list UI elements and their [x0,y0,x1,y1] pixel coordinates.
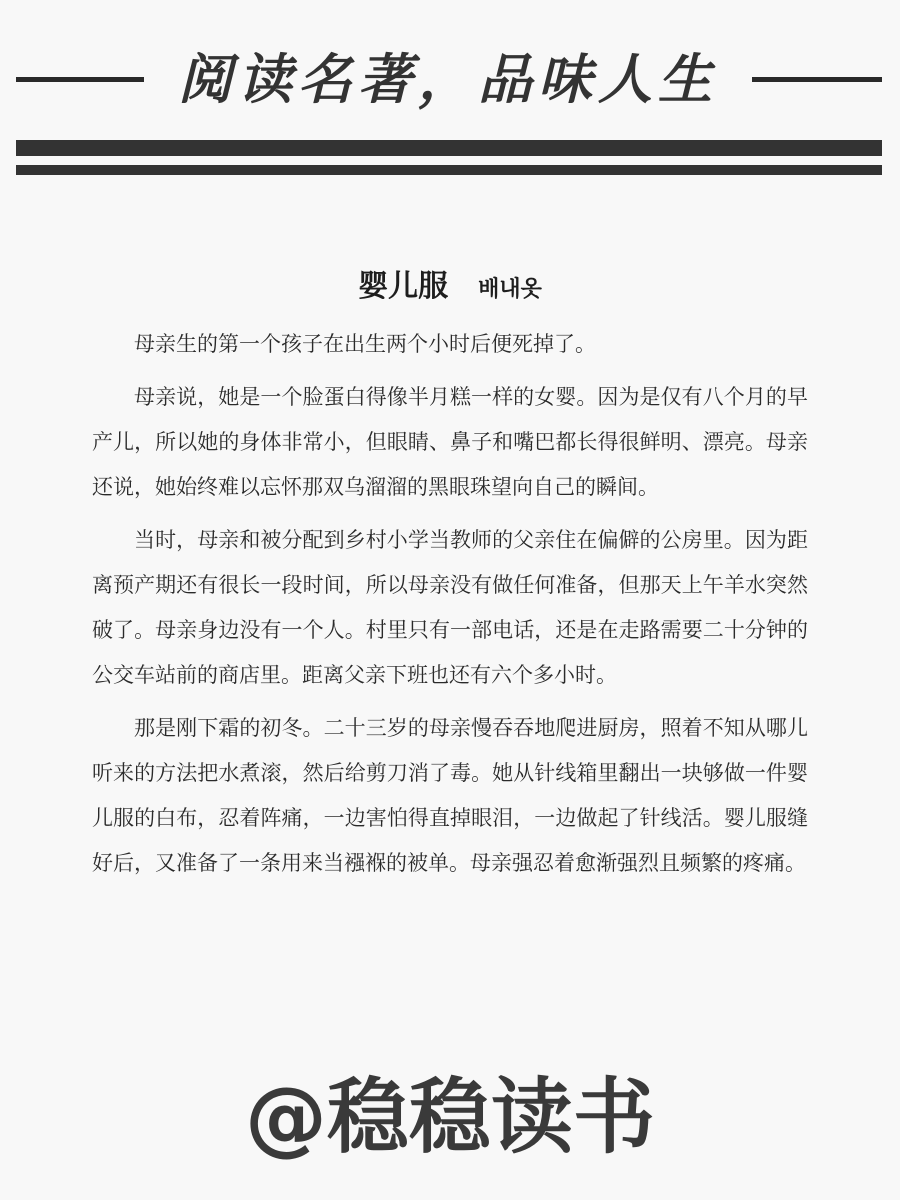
header-banner [0,40,900,120]
watermark-handle: @稳稳读书 [244,1070,655,1165]
paragraph: 母亲说，她是一个脸蛋白得像半月糕一样的女婴。因为是仅有八个月的早产儿，所以她的身体非常小，但眼睛、鼻子和嘴巴都长得很鲜明、漂亮。母亲还说，她始终难以忘怀那双乌溜溜的黑眼珠望向自己的瞬间。 [92,385,808,499]
header-divider-thin [16,165,882,175]
paragraph: 母亲生的第一个孩子在出生两个小时后便死掉了。 [134,332,596,356]
article-title: 婴儿服 [358,269,449,304]
banner-left-rule [16,77,144,82]
article-heading [0,262,900,312]
paragraph: 那是刚下霜的初冬。二十三岁的母亲慢吞吞地爬进厨房，照着不知从哪儿听来的方法把水煮滚，然后给剪刀消了毒。她从针线箱里翻出一块够做一件婴儿服的白布，忍着阵痛，一边害怕得直掉眼泪，一边做起了针线活。婴儿服缝好后，又准备了一条用来当襁褓的被单。母亲强忍着愈渐强烈且频繁的疼痛。 [92,716,808,875]
article-body [92,322,808,894]
article-original-title: 배내옷 [478,277,542,302]
banner-title: 阅读名著，品味人生 [178,48,718,111]
paragraph: 当时，母亲和被分配到乡村小学当教师的父亲住在偏僻的公房里。因为距离预产期还有很长一段时间，所以母亲没有做任何准备，但那天上午羊水突然破了。母亲身边没有一个人。村里只有一部电话，还是在走路需要二十分钟的公交车站前的商店里。距离父亲下班也还有六个多小时。 [92,528,808,687]
header-divider-thick [16,140,882,156]
banner-right-rule [752,77,882,82]
